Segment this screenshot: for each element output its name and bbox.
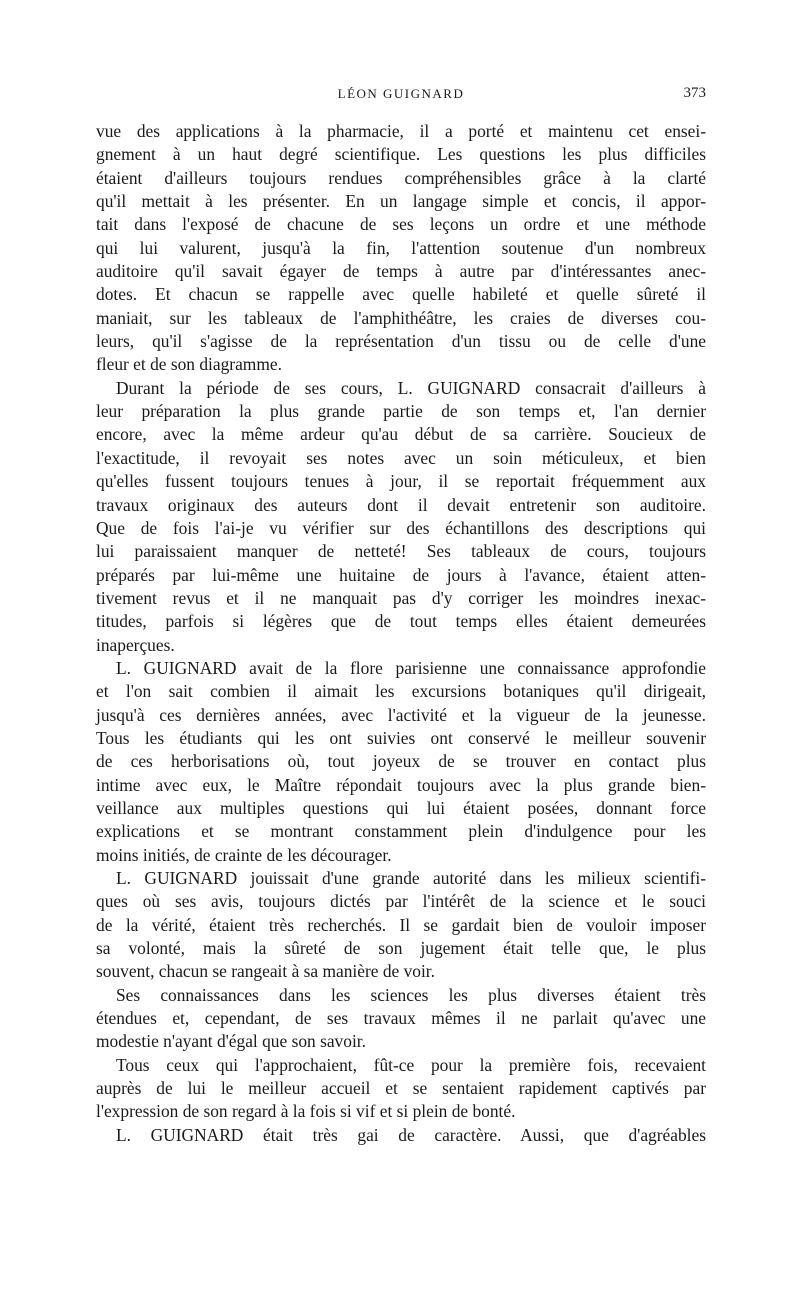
- text-line: L. GUIGNARD était très gai de caractère. Aussi, que d'agréables: [116, 1124, 706, 1145]
- running-title: LÉON GUIGNARD: [337, 86, 465, 101]
- text-line: gnement à un haut degré scientifique. Les questions les plus difficiles: [96, 144, 706, 165]
- text-line: L. GUIGNARD avait de la flore parisienne une connaissance approfondie: [116, 657, 706, 678]
- text-line: auprès de lui le meilleur accueil et se sentaient rapidement captivés par: [96, 1078, 706, 1099]
- text-line: Ses connaissances dans les sciences les plus diverses étaient très: [116, 984, 706, 1005]
- text-line: encore, avec la même ardeur qu'au début de sa carrière. Soucieux de: [96, 424, 706, 445]
- text-line: auditoire qu'il savait égayer de temps à autre par d'intéressantes anec-: [96, 261, 706, 282]
- text-line: l'exactitude, il revoyait ses notes avec un soin méticuleux, et bien: [96, 447, 706, 468]
- text-line: travaux originaux des auteurs dont il devait entretenir son auditoire.: [96, 494, 706, 515]
- text-line: préparés par lui-même une huitaine de jours à l'avance, étaient atten-: [96, 564, 706, 585]
- text-line: sa volonté, mais la sûreté de son jugement était telle que, le plus: [96, 938, 706, 959]
- text-line: qu'elles fussent toujours tenues à jour, il se reportait fréquemment aux: [96, 471, 706, 492]
- text-line: leurs, qu'il s'agisse de la représentation d'un tissu ou de celle d'une: [96, 331, 706, 352]
- text-line: souvent, chacun se rangeait à sa manière de voir.: [96, 961, 435, 982]
- text-line: leur préparation la plus grande partie de son temps et, l'an dernier: [96, 401, 706, 422]
- page-header: [96, 82, 706, 106]
- text-line: Durant la période de ses cours, L. GUIGNARD consacrait d'ailleurs à: [116, 377, 706, 398]
- body-text: [96, 120, 706, 1147]
- text-line: lui paraissaient manquer de netteté! Ses tableaux de cours, toujours: [96, 541, 706, 562]
- text-line: dotes. Et chacun se rappelle avec quelle habileté et quelle sûreté il: [96, 284, 706, 305]
- text-line: l'expression de son regard à la fois si vif et si plein de bonté.: [96, 1101, 516, 1122]
- text-line: Tous ceux qui l'approchaient, fût-ce pour la première fois, recevaient: [116, 1054, 706, 1075]
- text-line: fleur et de son diagramme.: [96, 354, 282, 375]
- text-line: Que de fois l'ai-je vu vérifier sur des échantillons des descriptions qui: [96, 517, 706, 538]
- text-line: veillance aux multiples questions qui lui étaient posées, donnant force: [96, 797, 706, 818]
- text-line: de la vérité, étaient très recherchés. Il se gardait bien de vouloir imposer: [96, 914, 706, 935]
- text-line: et l'on sait combien il aimait les excursions botaniques qu'il dirigeait,: [96, 681, 706, 702]
- text-line: tivement revus et il ne manquait pas d'y corriger les moindres inexac-: [96, 587, 706, 608]
- text-line: intime avec eux, le Maître répondait toujours avec la plus grande bien-: [96, 774, 706, 795]
- text-line: maniait, sur les tableaux de l'amphithéâtre, les craies de diverses cou-: [96, 307, 706, 328]
- text-line: explications et se montrant constamment plein d'indulgence pour les: [96, 821, 706, 842]
- text-line: ques où ses avis, toujours dictés par l'intérêt de la science et le souci: [96, 891, 706, 912]
- text-line: Tous les étudiants qui les ont suivies ont conservé le meilleur souvenir: [96, 727, 706, 748]
- text-line: vue des applications à la pharmacie, il a porté et maintenu cet ensei-: [96, 121, 706, 141]
- text-line: étaient d'ailleurs toujours rendues compréhensibles grâce à la clarté: [96, 167, 706, 188]
- text-line: moins initiés, de crainte de les décourager.: [96, 844, 392, 865]
- text-line: tait dans l'exposé de chacune de ses leçons un ordre et une méthode: [96, 214, 706, 235]
- page-number: 373: [683, 85, 706, 101]
- text-line: titudes, parfois si légères que de tout temps elles étaient demeurées: [96, 611, 706, 632]
- text-line: jusqu'à ces dernières années, avec l'activité et la vigueur de la jeunesse.: [96, 704, 706, 725]
- text-line: modestie n'ayant d'égal que son savoir.: [96, 1031, 366, 1052]
- text-line: qu'il mettait à les présenter. En un langage simple et concis, il appor-: [96, 191, 706, 212]
- text-line: étendues et, cependant, de ses travaux mêmes il ne parlait qu'avec une: [96, 1008, 706, 1029]
- text-line: qui lui valurent, jusqu'à la fin, l'attention soutenue d'un nombreux: [96, 237, 706, 258]
- text-line: inaperçues.: [96, 634, 175, 655]
- text-line: de ces herborisations où, tout joyeux de se trouver en contact plus: [96, 751, 706, 772]
- text-line: L. GUIGNARD jouissait d'une grande autorité dans les milieux scientifi-: [116, 868, 706, 888]
